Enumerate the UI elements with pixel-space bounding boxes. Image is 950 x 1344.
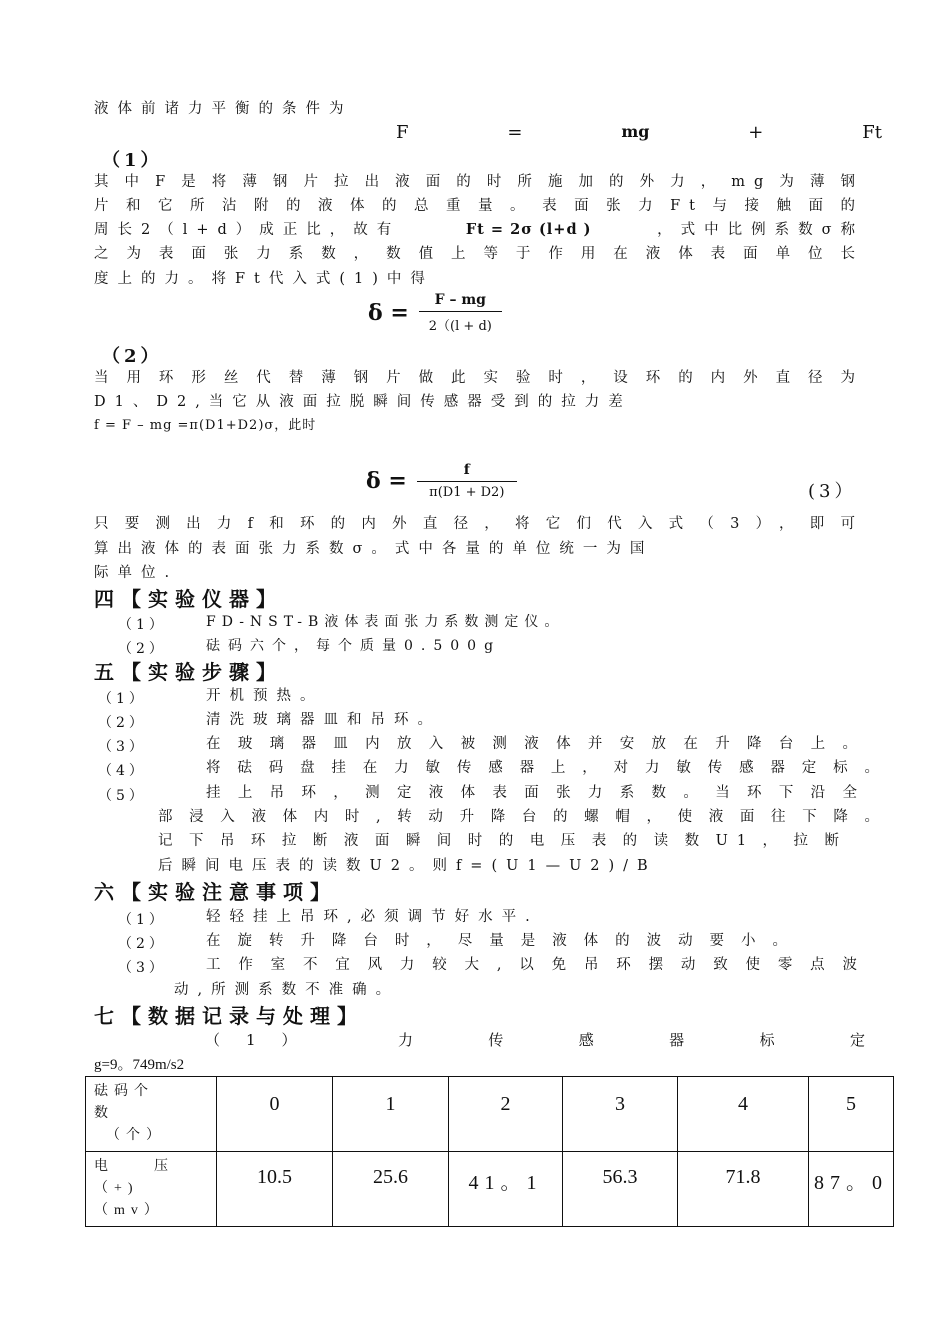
equation-number: (3） (808, 481, 857, 502)
item-number: （2） (98, 715, 147, 731)
caption-part: 传 (488, 1031, 504, 1049)
text-line: 际单位. (94, 565, 179, 581)
gravity-value: g=9。749m/s2 (94, 1057, 185, 1073)
equation-number: （2） (102, 346, 163, 367)
text-line: f = F – mg =π(D1+D2)σ，此时 (94, 418, 317, 433)
table-cell: 5 (809, 1077, 894, 1152)
label-line: （个） (106, 1128, 166, 1143)
numerator: f (463, 462, 470, 478)
table-cell: 1 (333, 1077, 449, 1152)
item-text: 砝码六个，每个质量0.500g (206, 638, 502, 654)
text-line: 液体前诸力平衡的条件为 (94, 101, 353, 117)
item-text-continued: 动,所测系数不准确。 (174, 982, 400, 998)
table-cell: 3 (563, 1077, 678, 1152)
label-line: 砝码个 (94, 1084, 154, 1099)
text-line: 其中F是将薄钢片拉出液面的时所施加的外力，mg为薄钢 (94, 174, 864, 190)
text-line: 片和它所沾附的液体的总重量。表面张力Ft与接触面的 (94, 198, 864, 214)
denominator: 2（(l + d) (428, 319, 492, 334)
formula-lhs: δ = (368, 300, 409, 326)
fraction (417, 462, 517, 500)
table-cell: 4 (678, 1077, 809, 1152)
table-cell: 2 (449, 1077, 563, 1152)
eq1-term: mg (621, 122, 650, 141)
caption-part: 力 (397, 1031, 413, 1049)
item-text: 在旋转升降台时，尽量是液体的波动要小。 (206, 933, 796, 949)
item-text-continued: 记下吊环拉断液面瞬间时的电压表的读数U1，拉断 (158, 833, 848, 849)
table-row (86, 1077, 894, 1152)
formula-2 (368, 292, 502, 334)
item-number: （5） (98, 788, 147, 804)
caption-part: 器 (669, 1031, 685, 1049)
item-text: 清洗玻璃器皿和吊环。 (206, 712, 441, 728)
equation-number: （1） (102, 150, 163, 171)
section-heading: 五【实验步骤】 (94, 660, 283, 684)
item-number: （1） (118, 912, 167, 928)
section-heading: 四【实验仪器】 (94, 587, 283, 611)
text-line: 当用环形丝代替薄钢片做此实验时，设环的内外直径为 (94, 370, 864, 386)
row-label (86, 1152, 217, 1227)
text-line (94, 219, 864, 241)
item-text-continued: 部浸入液体内时,转动升降台的螺帽，使液面往下降。 (158, 809, 888, 825)
item-number: （4） (98, 763, 147, 779)
item-text: 轻轻挂上吊环,必须调节好水平. (206, 909, 539, 925)
formula-lhs: δ = (366, 468, 407, 494)
table-cell: 41。1 (449, 1152, 563, 1227)
caption-part: （1） (205, 1031, 323, 1049)
item-number: （3） (118, 960, 167, 976)
text-line: 度上的力。将Ft代入式(1)中得 (94, 271, 434, 287)
text-line: 只要测出力f和环的内外直径，将它们代入式（3），即可 (94, 516, 864, 532)
label-line: （mv） (94, 1203, 164, 1218)
equation-1 (396, 122, 882, 143)
numerator: F – mg (434, 292, 486, 308)
item-text: 工作室不宜风力较大,以免吊环摆动致使零点波 (206, 957, 866, 973)
table-cell: 10.5 (217, 1152, 333, 1227)
item-text: FD-NST-B液体表面张力系数测定仪。 (206, 614, 565, 630)
item-text: 在玻璃器皿内放入被测液体并安放在升降台上。 (206, 736, 866, 752)
table-cell: 0 (217, 1077, 333, 1152)
item-number: （1） (118, 617, 167, 633)
table-caption (205, 1029, 865, 1050)
item-number: （2） (118, 641, 167, 657)
item-text: 将砝码盘挂在力敏传感器上，对力敏传感器定标。 (206, 760, 888, 776)
eq1-term: + (748, 122, 764, 143)
item-number: （3） (98, 739, 147, 755)
item-text-continued: 后瞬间电压表的读数U2。则f=(U1—U2)/B (158, 858, 657, 874)
table-cell: 87。0 (809, 1152, 894, 1227)
eq1-term: = (507, 122, 523, 143)
table-row (86, 1152, 894, 1227)
caption-part: 感 (578, 1031, 594, 1049)
item-number: （1） (98, 691, 147, 707)
section-heading: 七【数据记录与处理】 (94, 1004, 364, 1028)
row-label (86, 1077, 217, 1152)
formula-inline: Ft = 2σ (l+d ) (465, 221, 592, 238)
denominator: π(D1 + D2) (429, 485, 505, 500)
text-line: 算出液体的表面张力系数σ。式中各量的单位统一为国 (94, 541, 654, 557)
table-cell: 56.3 (563, 1152, 678, 1227)
text-segment: ，式中比例系数σ称 (657, 222, 864, 238)
label-line: （+) (94, 1181, 139, 1196)
text-segment: 周长2（l+d）成正比，故有 (94, 222, 401, 238)
text-line: 之为表面张力系数，数值上等于作用在液体表面单位长 (94, 246, 864, 262)
formula-3 (366, 462, 517, 500)
table-cell: 71.8 (678, 1152, 809, 1227)
item-text: 挂上吊环，测定液体表面张力系数。当环下沿全 (206, 785, 866, 801)
caption-part: 定 (849, 1031, 865, 1049)
eq1-term: Ft (862, 122, 882, 143)
fraction (419, 292, 502, 334)
text-line: D1、D2,当它从液面拉脱瞬间传感器受到的拉力差 (94, 394, 632, 410)
table-cell: 25.6 (333, 1152, 449, 1227)
item-text: 开机预热。 (206, 688, 324, 704)
section-heading: 六【实验注意事项】 (94, 880, 337, 904)
label-line: 电 压 (94, 1159, 174, 1174)
item-number: （2） (118, 936, 167, 952)
eq1-term: F (396, 122, 409, 143)
caption-part: 标 (759, 1031, 775, 1049)
calibration-table (85, 1076, 894, 1227)
label-line: 数 (94, 1106, 114, 1121)
